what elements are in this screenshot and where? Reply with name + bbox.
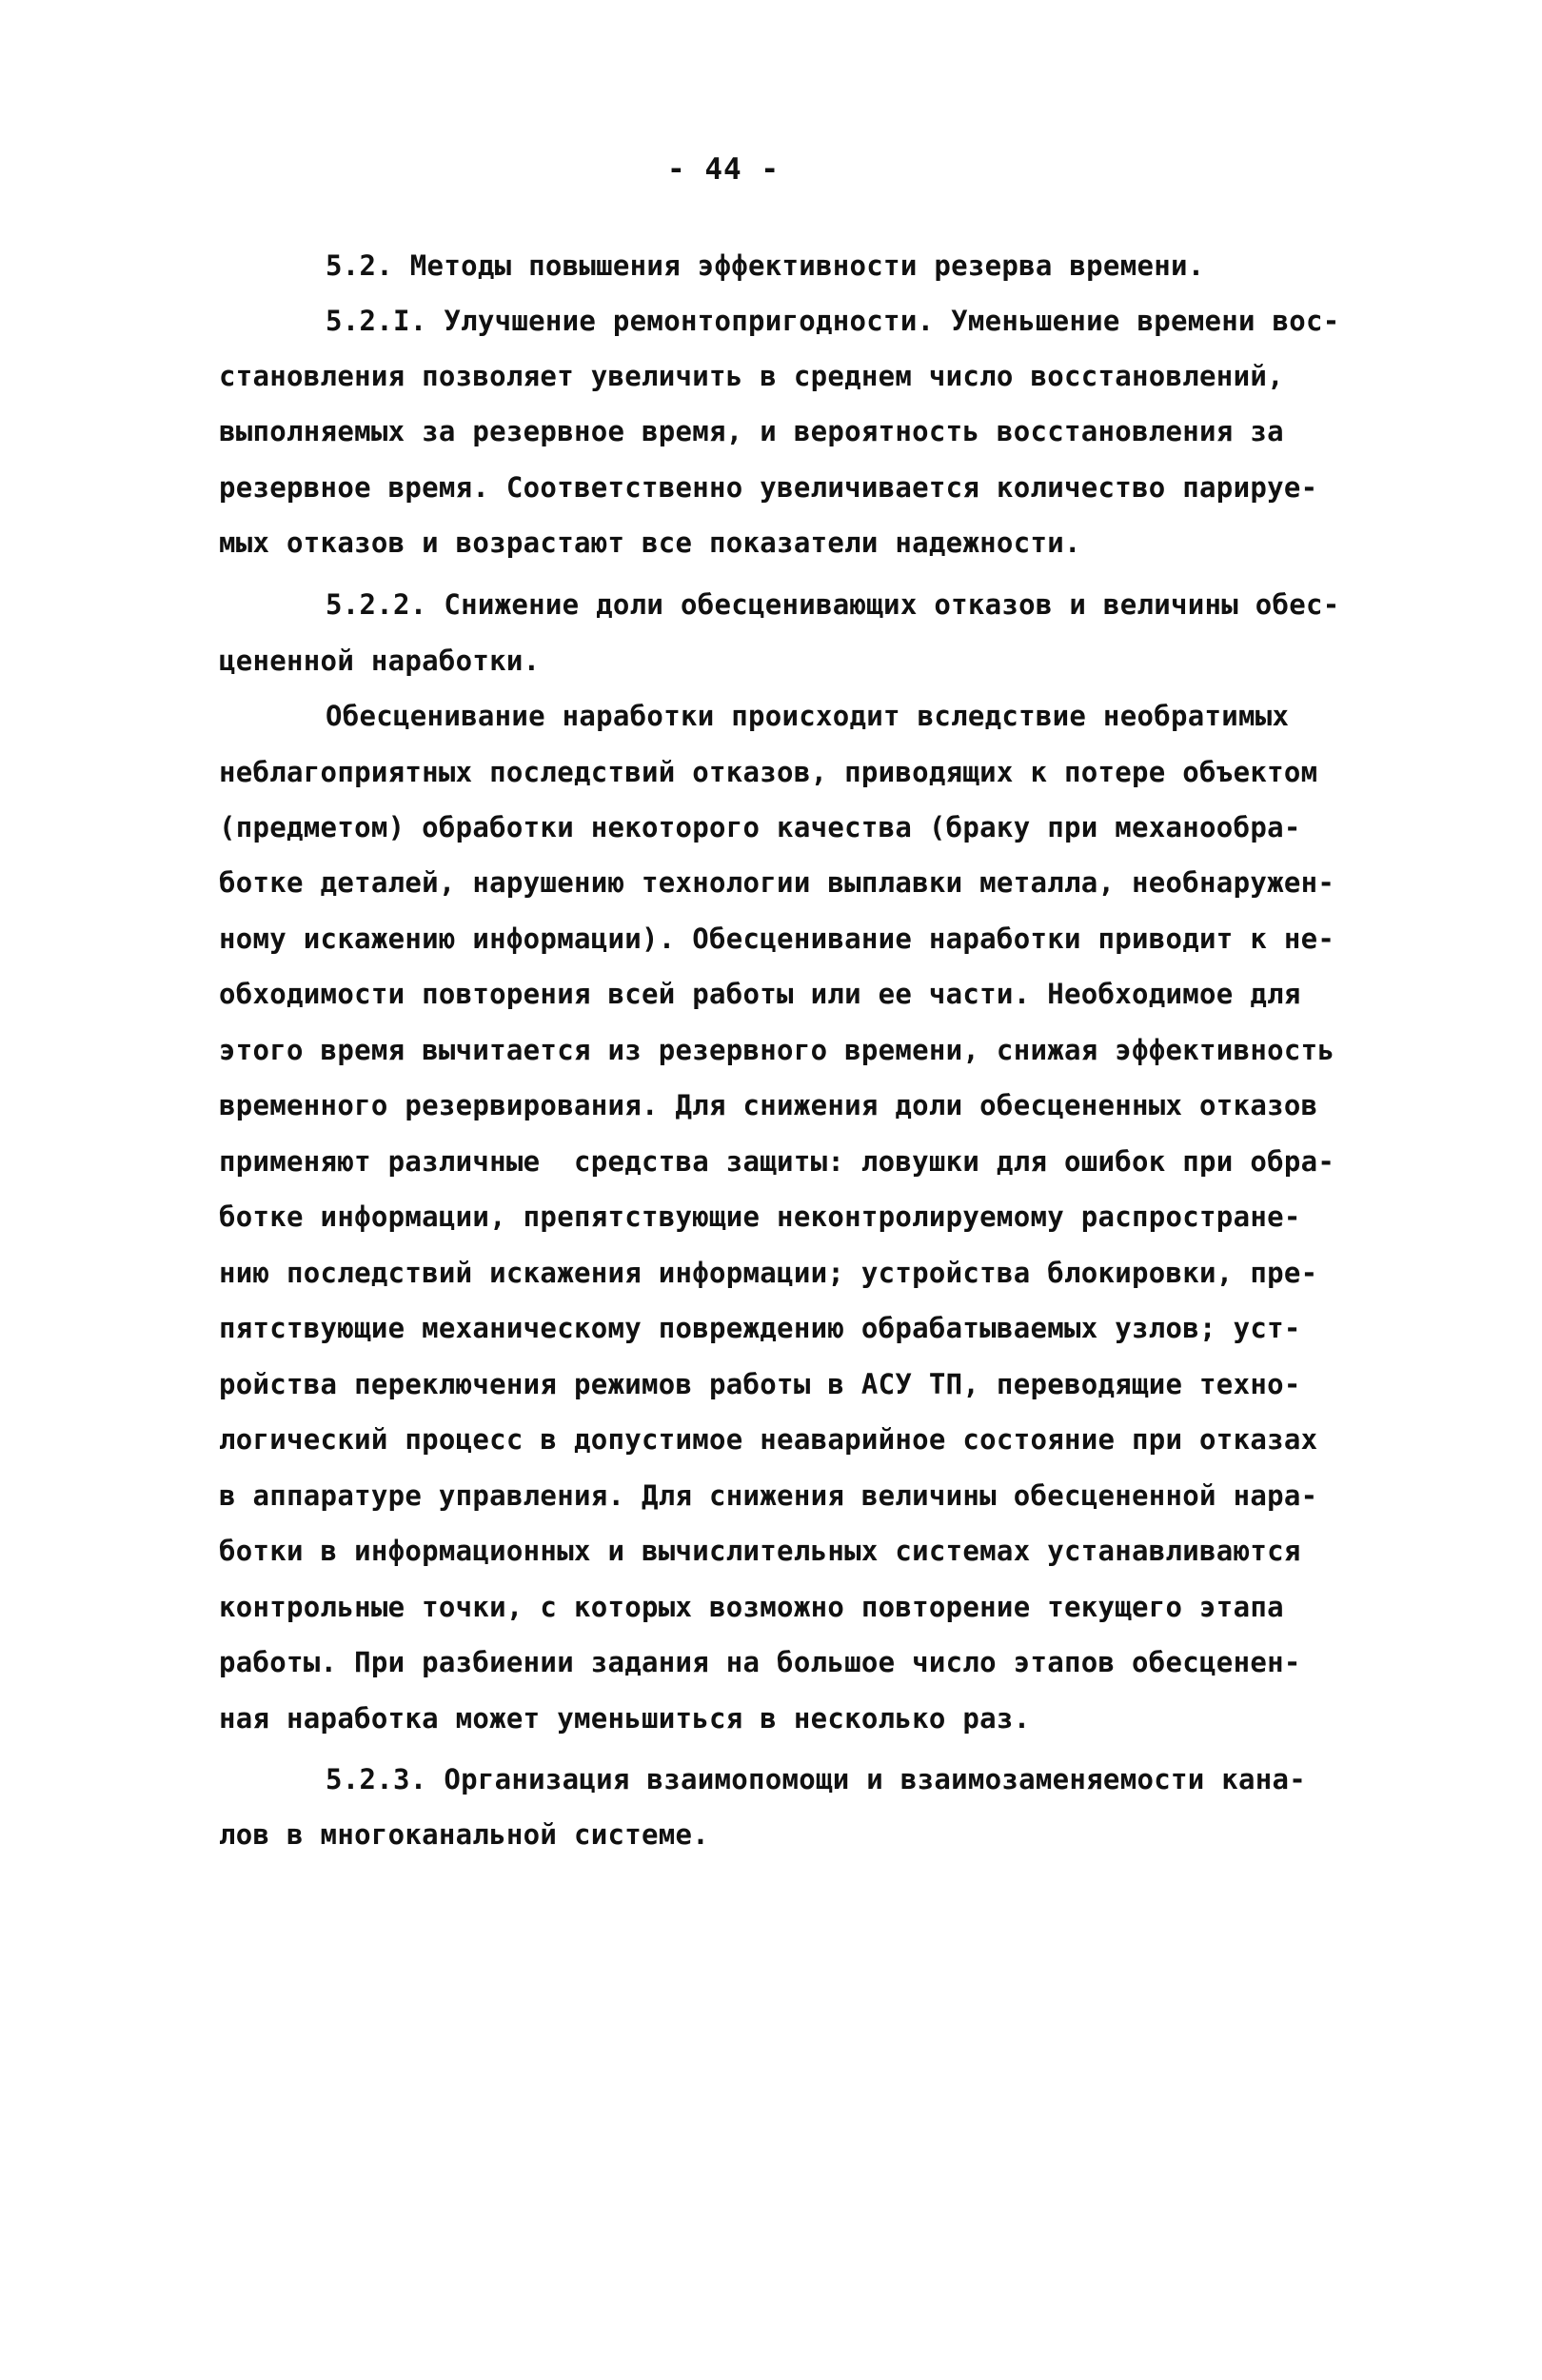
text-line: этого время вычитается из резервного времени, снижая эффективность: [219, 1034, 1335, 1066]
text-line: пятствующие механическому повреждению обрабатываемых узлов; уст-: [219, 1312, 1301, 1344]
text-line: ботке деталей, нарушению технологии выплавки металла, необнаружен-: [219, 866, 1335, 899]
page-number: - 44 -: [667, 152, 780, 187]
text-line: выполняемых за резервное время, и вероятность восстановления за: [219, 415, 1284, 447]
section-heading-5-2-3: 5.2.3. Организация взаимопомощи и взаимозаменяемости кана-: [326, 1763, 1307, 1795]
text-line: 5.2.2. Снижение доли обесценивающих отказов и величины обес-: [326, 588, 1340, 621]
text-line: становления позволяет увеличить в среднем число восстановлений,: [219, 360, 1284, 392]
section-heading-5-2: 5.2. Методы повышения эффективности резерва времени.: [326, 249, 1205, 282]
text-line: логический процесс в допустимое неаварийное состояние при отказах: [219, 1423, 1318, 1456]
text-line: работы. При разбиении задания на большое число этапов обесценен-: [219, 1646, 1301, 1678]
text-line: ботке информации, препятствующие неконтролируемому распростране-: [219, 1200, 1301, 1233]
text-line: 5.2.I. Улучшение ремонтопригодности. Уменьшение времени вос-: [326, 305, 1340, 337]
text-line: лов в многоканальной системе.: [219, 1818, 710, 1851]
text-line: Обесценивание наработки происходит вследствие необратимых: [326, 700, 1290, 732]
text-line: применяют различные средства защиты: ловушки для ошибок при обра-: [219, 1145, 1335, 1178]
text-line: нию последствий искажения информации; устройства блокировки, пре-: [219, 1257, 1318, 1289]
text-line: ному искажению информации). Обесценивание наработки приводит к не-: [219, 922, 1335, 955]
text-line: ройства переключения режимов работы в АСУ ТП, переводящие техно-: [219, 1368, 1301, 1400]
text-line: цененной наработки.: [219, 645, 541, 677]
text-line: ботки в информационных и вычислительных системах устанавливаются: [219, 1535, 1301, 1567]
text-line: неблагоприятных последствий отказов, приводящих к потере объектом: [219, 756, 1318, 788]
text-line: ная наработка может уменьшиться в несколько раз.: [219, 1702, 1031, 1735]
text-line: обходимости повторения всей работы или ее части. Необходимое для: [219, 978, 1301, 1010]
text-line: резервное время. Соответственно увеличивается количество парируе-: [219, 471, 1318, 504]
text-line: контрольные точки, с которых возможно повторение текущего этапа: [219, 1591, 1284, 1623]
text-line: временного резервирования. Для снижения доли обесцененных отказов: [219, 1089, 1318, 1121]
text-line: (предметом) обработки некоторого качества (браку при механообра-: [219, 811, 1301, 843]
text-line: мых отказов и возрастают все показатели надежности.: [219, 526, 1081, 559]
text-line: в аппаратуре управления. Для снижения величины обесцененной нара-: [219, 1479, 1318, 1512]
